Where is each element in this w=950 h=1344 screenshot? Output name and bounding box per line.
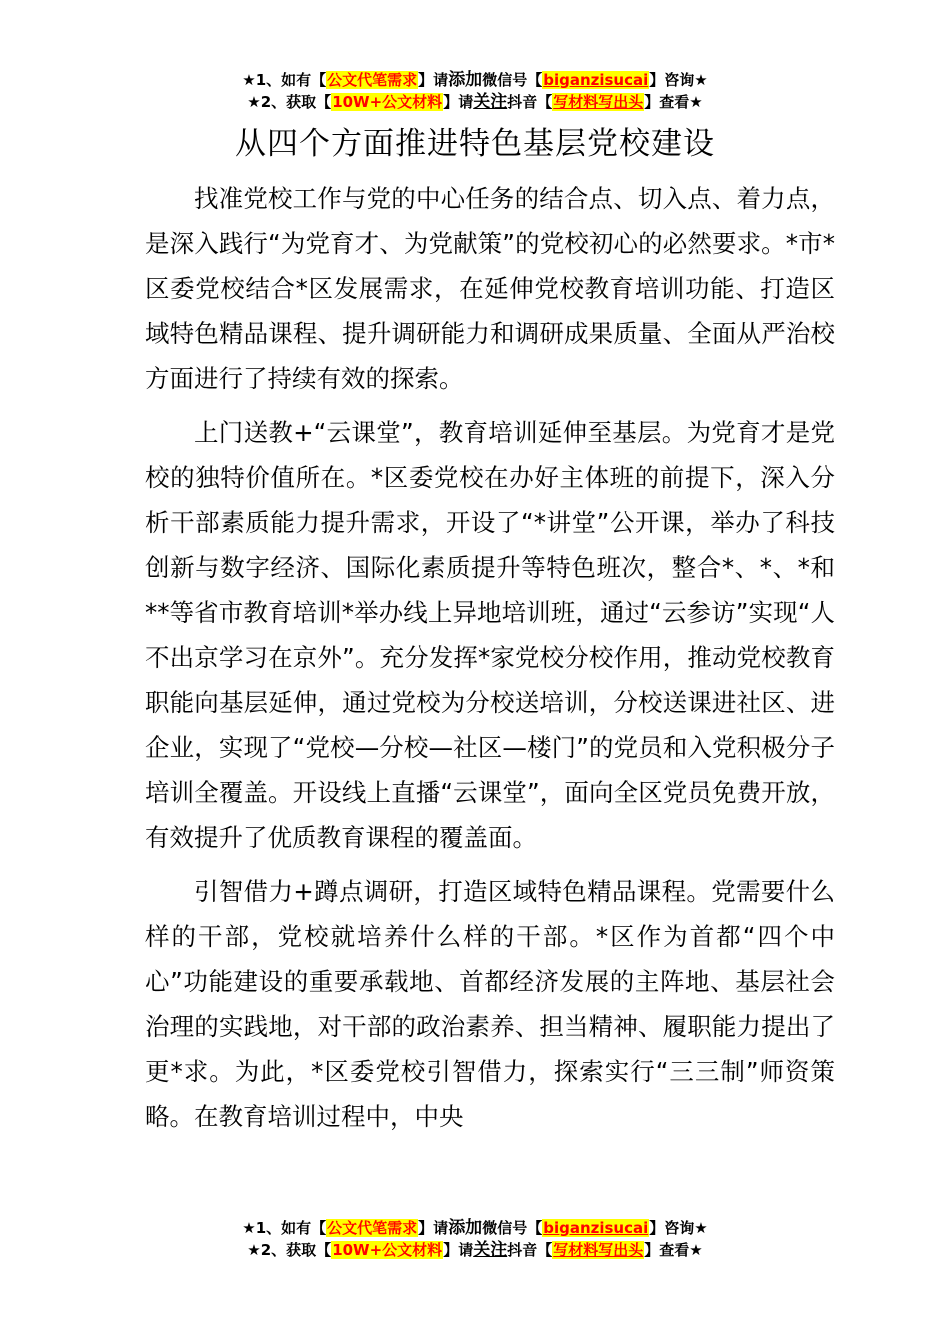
wechat-id-link[interactable]: biganzisucai (543, 1219, 649, 1237)
paragraph: 上门送教+“云课堂”，教育培训延伸至基层。为党育才是党校的独特价值所在。*区委党校在办好主体班的前提下，深入分析干部素质能力提升需求，开设了“*讲堂”公开课，举办了科技创新与数字经济、国际化素质提升等特色班次，整合*、*、*和**等省市教育培训*举办线上异地培训班，通过“云参访”实现“人不出京学习在京外”。充分发挥*家党校分校作用，推动党校教育职能向基层延伸，通过党校为分校送培训，分校送课进社区、进企业，实现了“党校—分校—社区—楼门”的党员和入党积极分子培训全覆盖。开设线上直播“云课堂”，面向全区党员免费开放，有效提升了优质教育课程的覆盖面。 (145, 418, 835, 852)
banner-text: 】咨询★ (649, 71, 708, 89)
wechat-id-link[interactable]: biganzisucai (543, 71, 649, 89)
banner-text: 】请 (443, 93, 474, 111)
paragraph: 引智借力+蹲点调研，打造区域特色精品课程。党需要什么样的干部，党校就培养什么样的干部。*区作为首都“四个中心”功能建设的重要承载地、首都经济发展的主阵地、基层社会治理的实践地，对干部的政治素养、担当精神、履职能力提出了更*求。为此，*区委党校引智借力，探索实行“三三制”师资策略。在教育培训过程中，中央 (145, 877, 835, 1131)
banner-text: ★1、如有【 (242, 1219, 327, 1237)
header-banner (0, 69, 950, 113)
banner-text: 微信号【 (482, 1219, 543, 1237)
banner-text: ★2、获取【 (247, 1241, 332, 1259)
banner-text: 抖音【 (507, 93, 553, 111)
banner-text: 】咨询★ (649, 1219, 708, 1237)
banner-highlight: 公文代笔需求 (327, 1219, 418, 1237)
banner-highlight: 10W+公文材料 (332, 1241, 443, 1259)
banner-highlight: 10W+公文材料 (332, 93, 443, 111)
douyin-account-link[interactable]: 写材料写出头 (553, 1241, 644, 1259)
douyin-account-link[interactable]: 写材料写出头 (553, 93, 644, 111)
document-title: 从四个方面推进特色基层党校建设 (235, 126, 715, 162)
paragraph: 找准党校工作与党的中心任务的结合点、切入点、着力点，是深入践行“为党育才、为党献策”的党校初心的必然要求。*市*区委党校结合*区发展需求，在延伸党校教育培训功能、打造区域特色精品课程、提升调研能力和调研成果质量、全面从严治校方面进行了持续有效的探索。 (145, 184, 835, 393)
banner-text: 】请 (418, 1219, 449, 1237)
banner-text: 】查看★ (644, 93, 703, 111)
banner-text: ★1、如有【 (242, 71, 327, 89)
banner-text: 关注 (473, 92, 508, 112)
banner-text: ★2、获取【 (247, 93, 332, 111)
banner-line-1 (0, 69, 950, 91)
banner-text: 抖音【 (507, 1241, 553, 1259)
banner-text: 】请 (443, 1241, 474, 1259)
banner-line-2 (0, 91, 950, 113)
banner-text: 关注 (473, 1240, 508, 1260)
banner-text: 添加 (448, 1218, 483, 1238)
banner-text: 】查看★ (644, 1241, 703, 1259)
banner-text: 添加 (448, 70, 483, 90)
banner-text: 微信号【 (482, 71, 543, 89)
footer-banner (0, 1217, 950, 1261)
banner-text: 】请 (418, 71, 449, 89)
banner-line-1 (0, 1217, 950, 1239)
document-body (145, 176, 835, 1148)
banner-highlight: 公文代笔需求 (327, 71, 418, 89)
banner-line-2 (0, 1239, 950, 1261)
